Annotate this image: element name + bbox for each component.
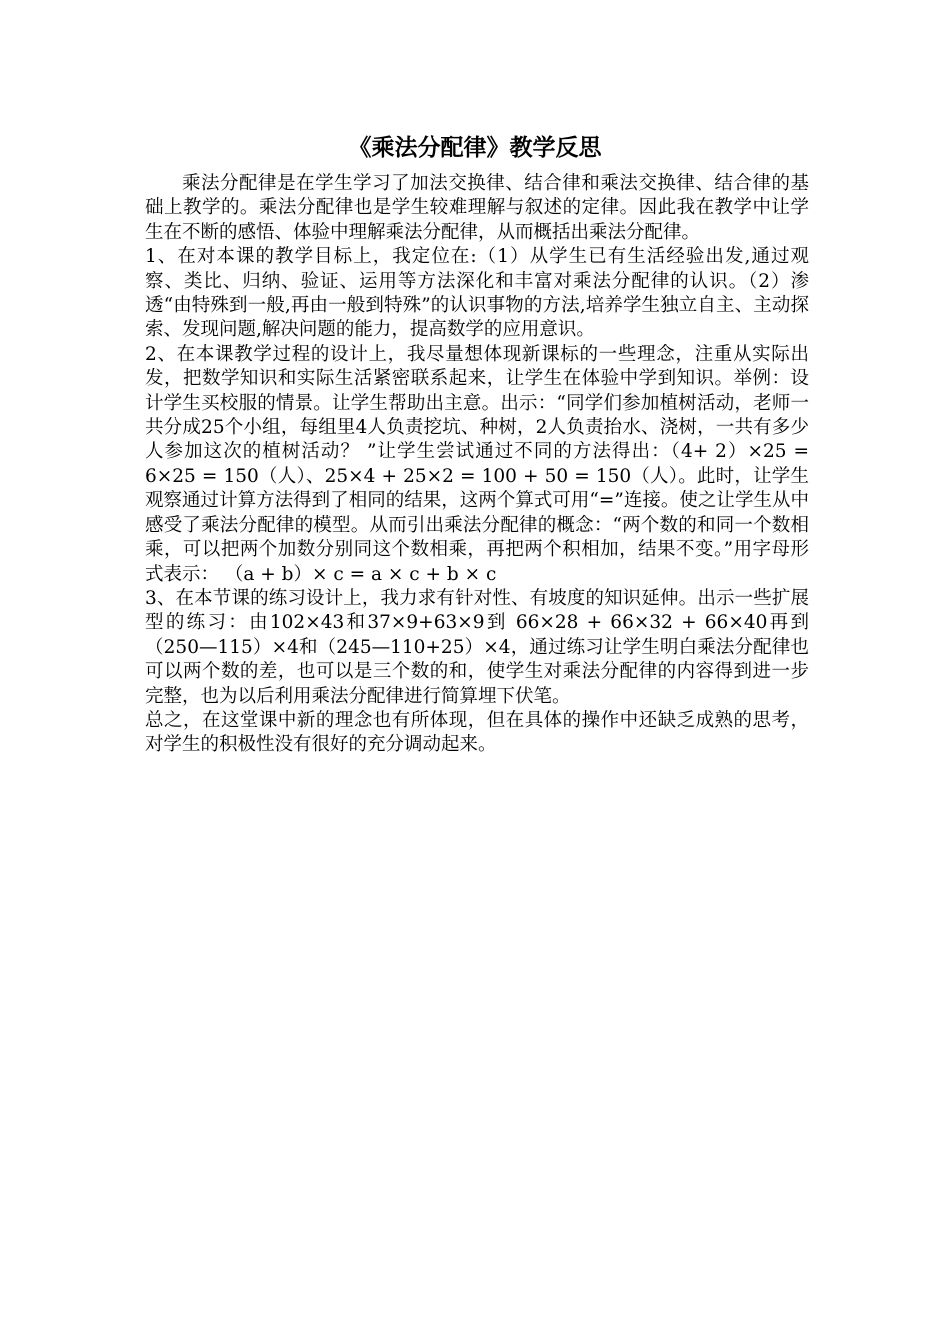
document-title: 《乘法分配律》教学反思 [348,135,602,161]
paragraph-intro: 乘法分配律是在学生学习了加法交换律、结合律和乘法交换律、结合律的基础上教学的。乘法分配律也是学生较难理解与叙述的定律。因此我在教学中让学生在不断的感悟、体验中理解乘法分配律，从而概括出乘法分配律。 [145,173,809,243]
paragraph-conclusion: 总之，在这堂课中新的理念也有所体现，但在具体的操作中还缺乏成熟的思考，对学生的积极性没有很好的充分调动起来。 [145,709,809,756]
paragraph-teaching-goals: 1、在对本课的教学目标上，我定位在:（1）从学生已有生活经验出发,通过观察、类比、归纳、验证、运用等方法深化和丰富对乘法分配律的认识。（2）渗透“由特殊到一般,再由一般到特殊”的认识事物的方法,培养学生独立自主、主动探索、发现问题,解决问题的能力，提高数学的应用意识。 [145,246,809,341]
document-body [145,172,809,758]
paragraph-teaching-process: 2、在本课教学过程的设计上，我尽量想体现新课标的一些理念，注重从实际出发，把数学知识和实际生活紧密联系起来，让学生在体验中学到知识。举例：设计学生买校服的情景。让学生帮助出主意。出示：“同学们参加植树活动，老师一共分成25个小组，每组里4人负责挖坑、种树，2人负责抬水、浇树，一共有多少人参加这次的植树活动？ ”让学生尝试通过不同的方法得出：（4+ 2）×25 = 6×25 = 150（人）、25×4 + 25×2 = 100 + 50 = 150（人）。此时，让学生观察通过计算方法得到了相同的结果，这两个算式可用“=”连接。使之让学生从中感受了乘法分配律的模型。从而引出乘法分配律的概念：“两个数的和同一个数相乘，可以把两个加数分别同这个数相乘，再把两个积相加，结果不变。”用字母形式表示： （a + b）× c = a × c + b × c [145,343,809,585]
paragraph-exercise-design: 3、在本节课的练习设计上，我力求有针对性、有坡度的知识延伸。出示一些扩展型的练习：由102×43和37×9+63×9到 66×28 + 66×32 + 66×40再到（250—115）×4和（245—110+25）×4，通过练习让学生明白乘法分配律也可以两个数的差，也可以是三个数的和，使学生对乘法分配律的内容得到进一步完整，也为以后利用乘法分配律进行简算埋下伏笔。 [145,587,809,707]
